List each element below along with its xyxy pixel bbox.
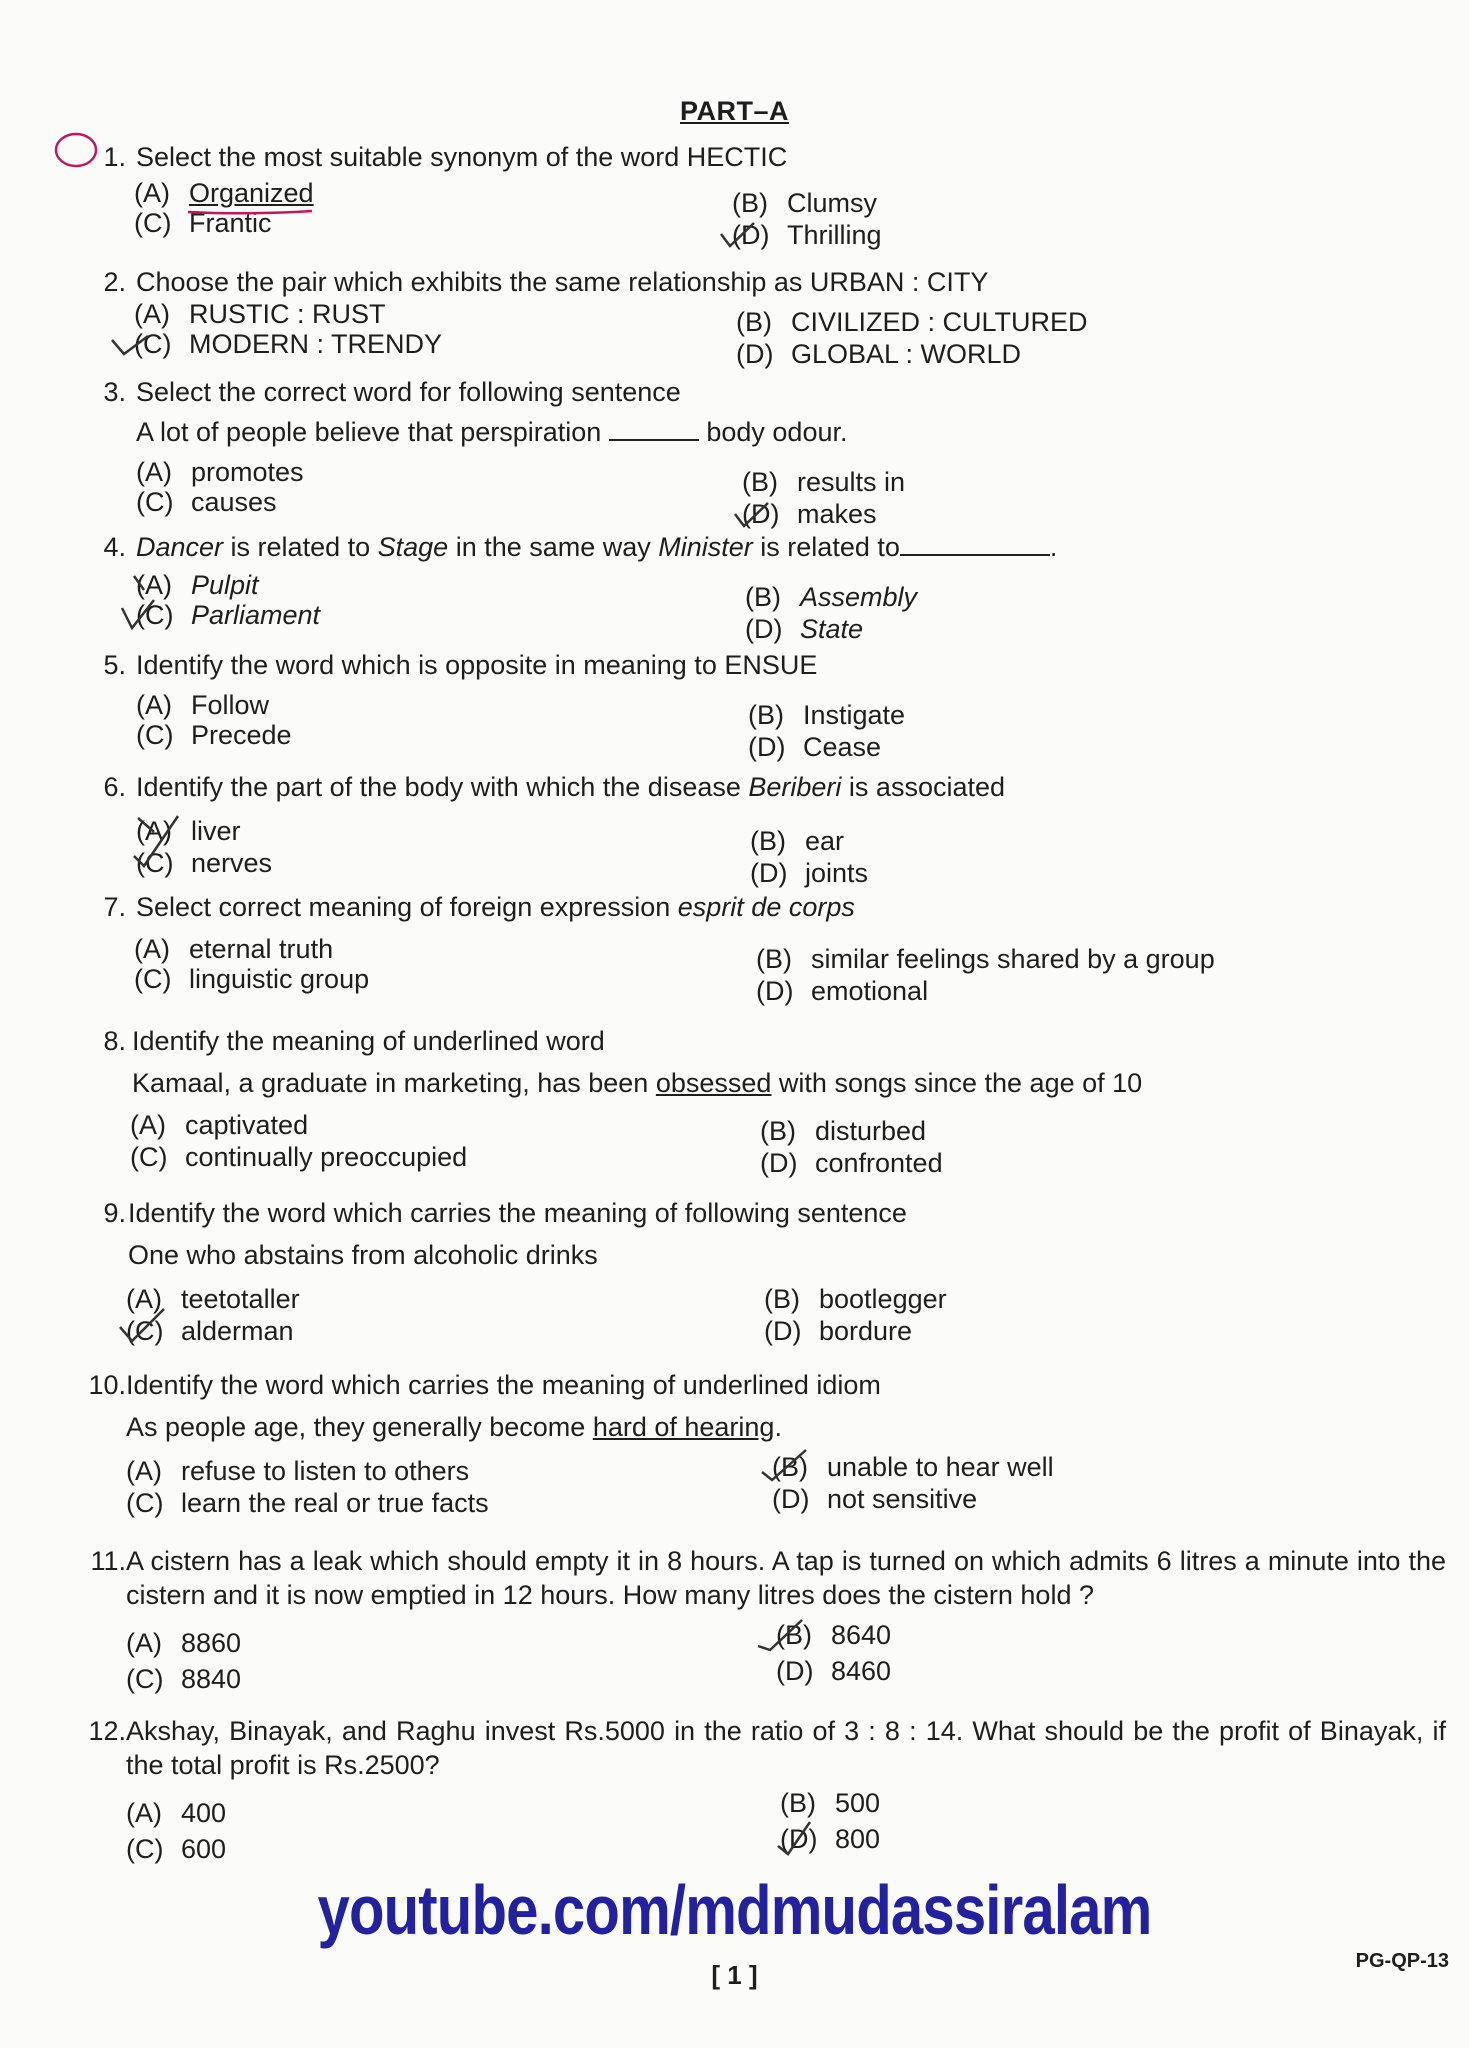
question-sentence: As people age, they generally become hard of hearing. xyxy=(126,1412,782,1442)
circle-mark-icon xyxy=(52,130,100,170)
question-text: Identify the word which carries the meaning of following sentence xyxy=(128,1198,907,1228)
question-number: 9. xyxy=(103,1198,126,1228)
question-number: 11. xyxy=(90,1546,126,1576)
question-number: 6. xyxy=(103,772,126,802)
question-text: Select the most suitable synonym of the word HECTIC xyxy=(136,142,788,172)
question-text: Dancer is related to Stage in the same way Minister is related to . xyxy=(136,532,1058,562)
question-text: Identify the word which carries the meaning of underlined idiom xyxy=(126,1370,881,1400)
question-number: 1. xyxy=(103,142,126,172)
tick-mark-icon xyxy=(732,500,772,530)
question-number: 2. xyxy=(103,267,126,297)
question-number: 4. xyxy=(103,532,126,562)
question-sentence: A lot of people believe that perspiration body odour. xyxy=(136,417,848,447)
channel-watermark: youtube.com/mdmudassiralam xyxy=(317,1871,1152,1949)
question-number: 10. xyxy=(88,1370,126,1400)
tick-mark-icon xyxy=(120,572,160,632)
question-text: Identify the meaning of underlined word xyxy=(132,1026,605,1056)
paper-code: PG-QP-13 xyxy=(1355,1950,1449,1972)
tick-mark-icon xyxy=(756,1618,806,1654)
tick-mark-icon xyxy=(760,1448,810,1484)
question-sentence: Kamaal, a graduate in marketing, has been obsessed with songs since the age of 10 xyxy=(132,1068,1143,1098)
page-number: [ 1 ] xyxy=(711,1960,758,1990)
question-sentence: One who abstains from alcoholic drinks xyxy=(128,1240,598,1270)
question-number: 7. xyxy=(103,892,126,922)
question-text: Akshay, Binayak, and Raghu invest Rs.5000 in the ratio of 3 : 8 : 14. What should be the profit of Binayak, if the total profit is Rs.2500? xyxy=(126,1716,1446,1780)
question-number: 5. xyxy=(103,650,126,680)
question-number: 12. xyxy=(88,1716,126,1746)
question-text: Select correct meaning of foreign expression esprit de corps xyxy=(136,892,855,922)
underline-mark-icon xyxy=(186,208,316,216)
question-text: Choose the pair which exhibits the same relationship as URBAN : CITY xyxy=(136,267,989,297)
answer-blank xyxy=(609,417,699,441)
answer-blank xyxy=(900,532,1050,556)
question-text: Identify the word which is opposite in meaning to ENSUE xyxy=(136,650,818,680)
question-text: A cistern has a leak which should empty it in 8 hours. A tap is turned on which admits 6 litres a minute into the cistern and it is now emptied in 12 hours. How many litres does the cistern hold ? xyxy=(126,1546,1446,1610)
question-text: Select the correct word for following sentence xyxy=(136,377,681,407)
tick-mark-icon xyxy=(718,220,758,250)
tick-mark-icon xyxy=(774,1820,814,1860)
question-number: 8. xyxy=(103,1026,126,1056)
question-text: Identify the part of the body with which the disease Beriberi is associated xyxy=(136,772,1006,802)
tick-mark-icon xyxy=(118,1305,168,1345)
part-title: PART–A xyxy=(679,96,789,126)
tick-mark-icon xyxy=(132,810,182,870)
tick-mark-icon xyxy=(110,330,150,358)
question-number: 3. xyxy=(103,377,126,407)
